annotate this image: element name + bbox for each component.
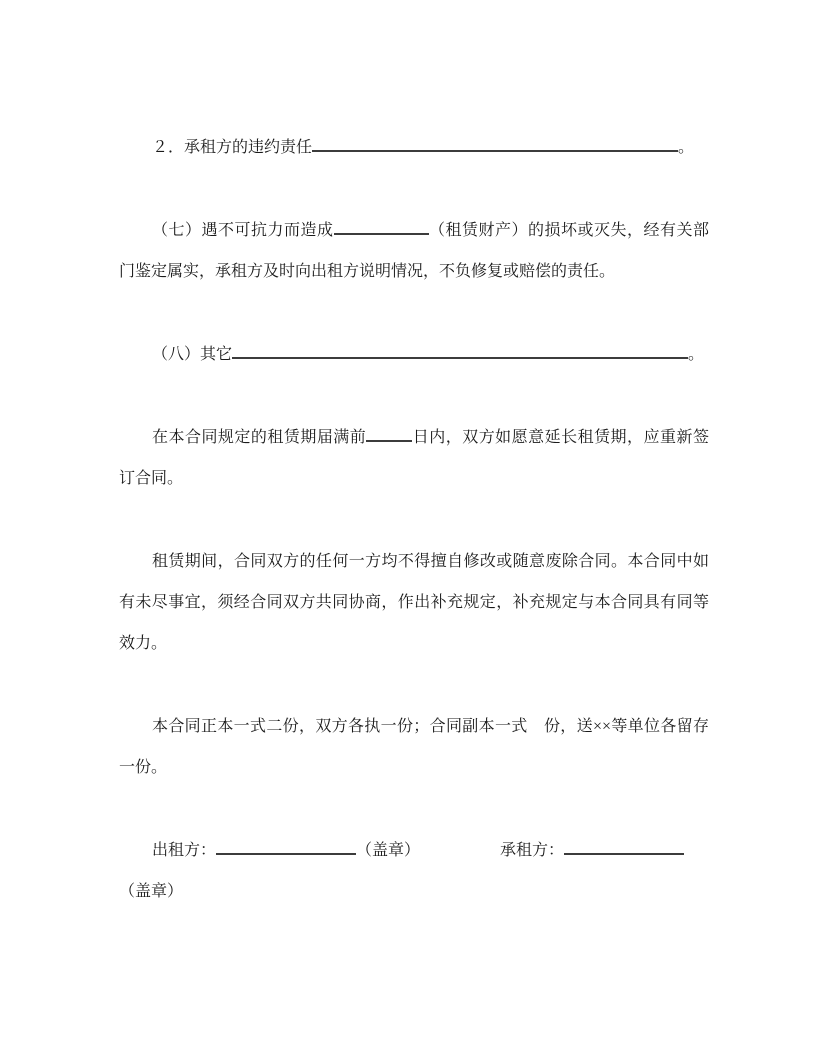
- modification-clause: [119, 541, 709, 664]
- lessor-seal-label: （盖章）: [356, 842, 421, 859]
- lessee-name-blank[interactable]: [564, 838, 684, 855]
- renewal-text-after: 日内，双方如愿意延长租赁期，应重新签订合同。: [119, 429, 709, 487]
- fill-in-blank-other[interactable]: [232, 342, 688, 359]
- copies-text: 本合同正本一式二份，双方各执一份；合同副本一式 份，送××等单位各留存一份。: [119, 718, 709, 776]
- signature-line: [119, 830, 709, 871]
- renewal-clause: [119, 417, 709, 499]
- clause-7-force-majeure: [119, 210, 709, 292]
- signature-spacer: [420, 854, 500, 855]
- clause-2-lessee-breach: [119, 127, 709, 168]
- fill-in-blank-leased-property[interactable]: [334, 218, 429, 235]
- copies-clause: [119, 706, 709, 788]
- fill-in-blank-breach-liability[interactable]: [312, 135, 678, 152]
- clause-7-text-before: （七）遇不可抗力而造成: [152, 222, 334, 239]
- lessor-label: 出租方：: [152, 842, 217, 859]
- lessor-name-blank[interactable]: [216, 838, 356, 855]
- clause-8-other: [119, 334, 709, 375]
- clause-8-period: 。: [688, 346, 705, 363]
- clause-2-period: 。: [678, 139, 695, 156]
- signature-block: [119, 830, 709, 912]
- renewal-text-before: 在本合同规定的租赁期届满前: [152, 429, 367, 446]
- clause-8-text: （八）其它: [152, 346, 233, 363]
- clause-2-text: ２．承租方的违约责任: [152, 139, 313, 156]
- modification-text: 租赁期间，合同双方的任何一方均不得擅自修改或随意废除合同。本合同中如有未尽事宜，须经合同双方共同协商，作出补充规定，补充规定与本合同具有同等效力。: [119, 553, 709, 652]
- fill-in-blank-renewal-days[interactable]: [366, 425, 412, 442]
- lessee-seal-label: （盖章）: [119, 883, 184, 900]
- lessee-label: 承租方：: [500, 842, 565, 859]
- clause-7-text-after: （租赁财产）的损坏或灭失，经有关部门鉴定属实，承租方及时向出租方说明情况，不负修复或赔偿的责任。: [119, 222, 709, 280]
